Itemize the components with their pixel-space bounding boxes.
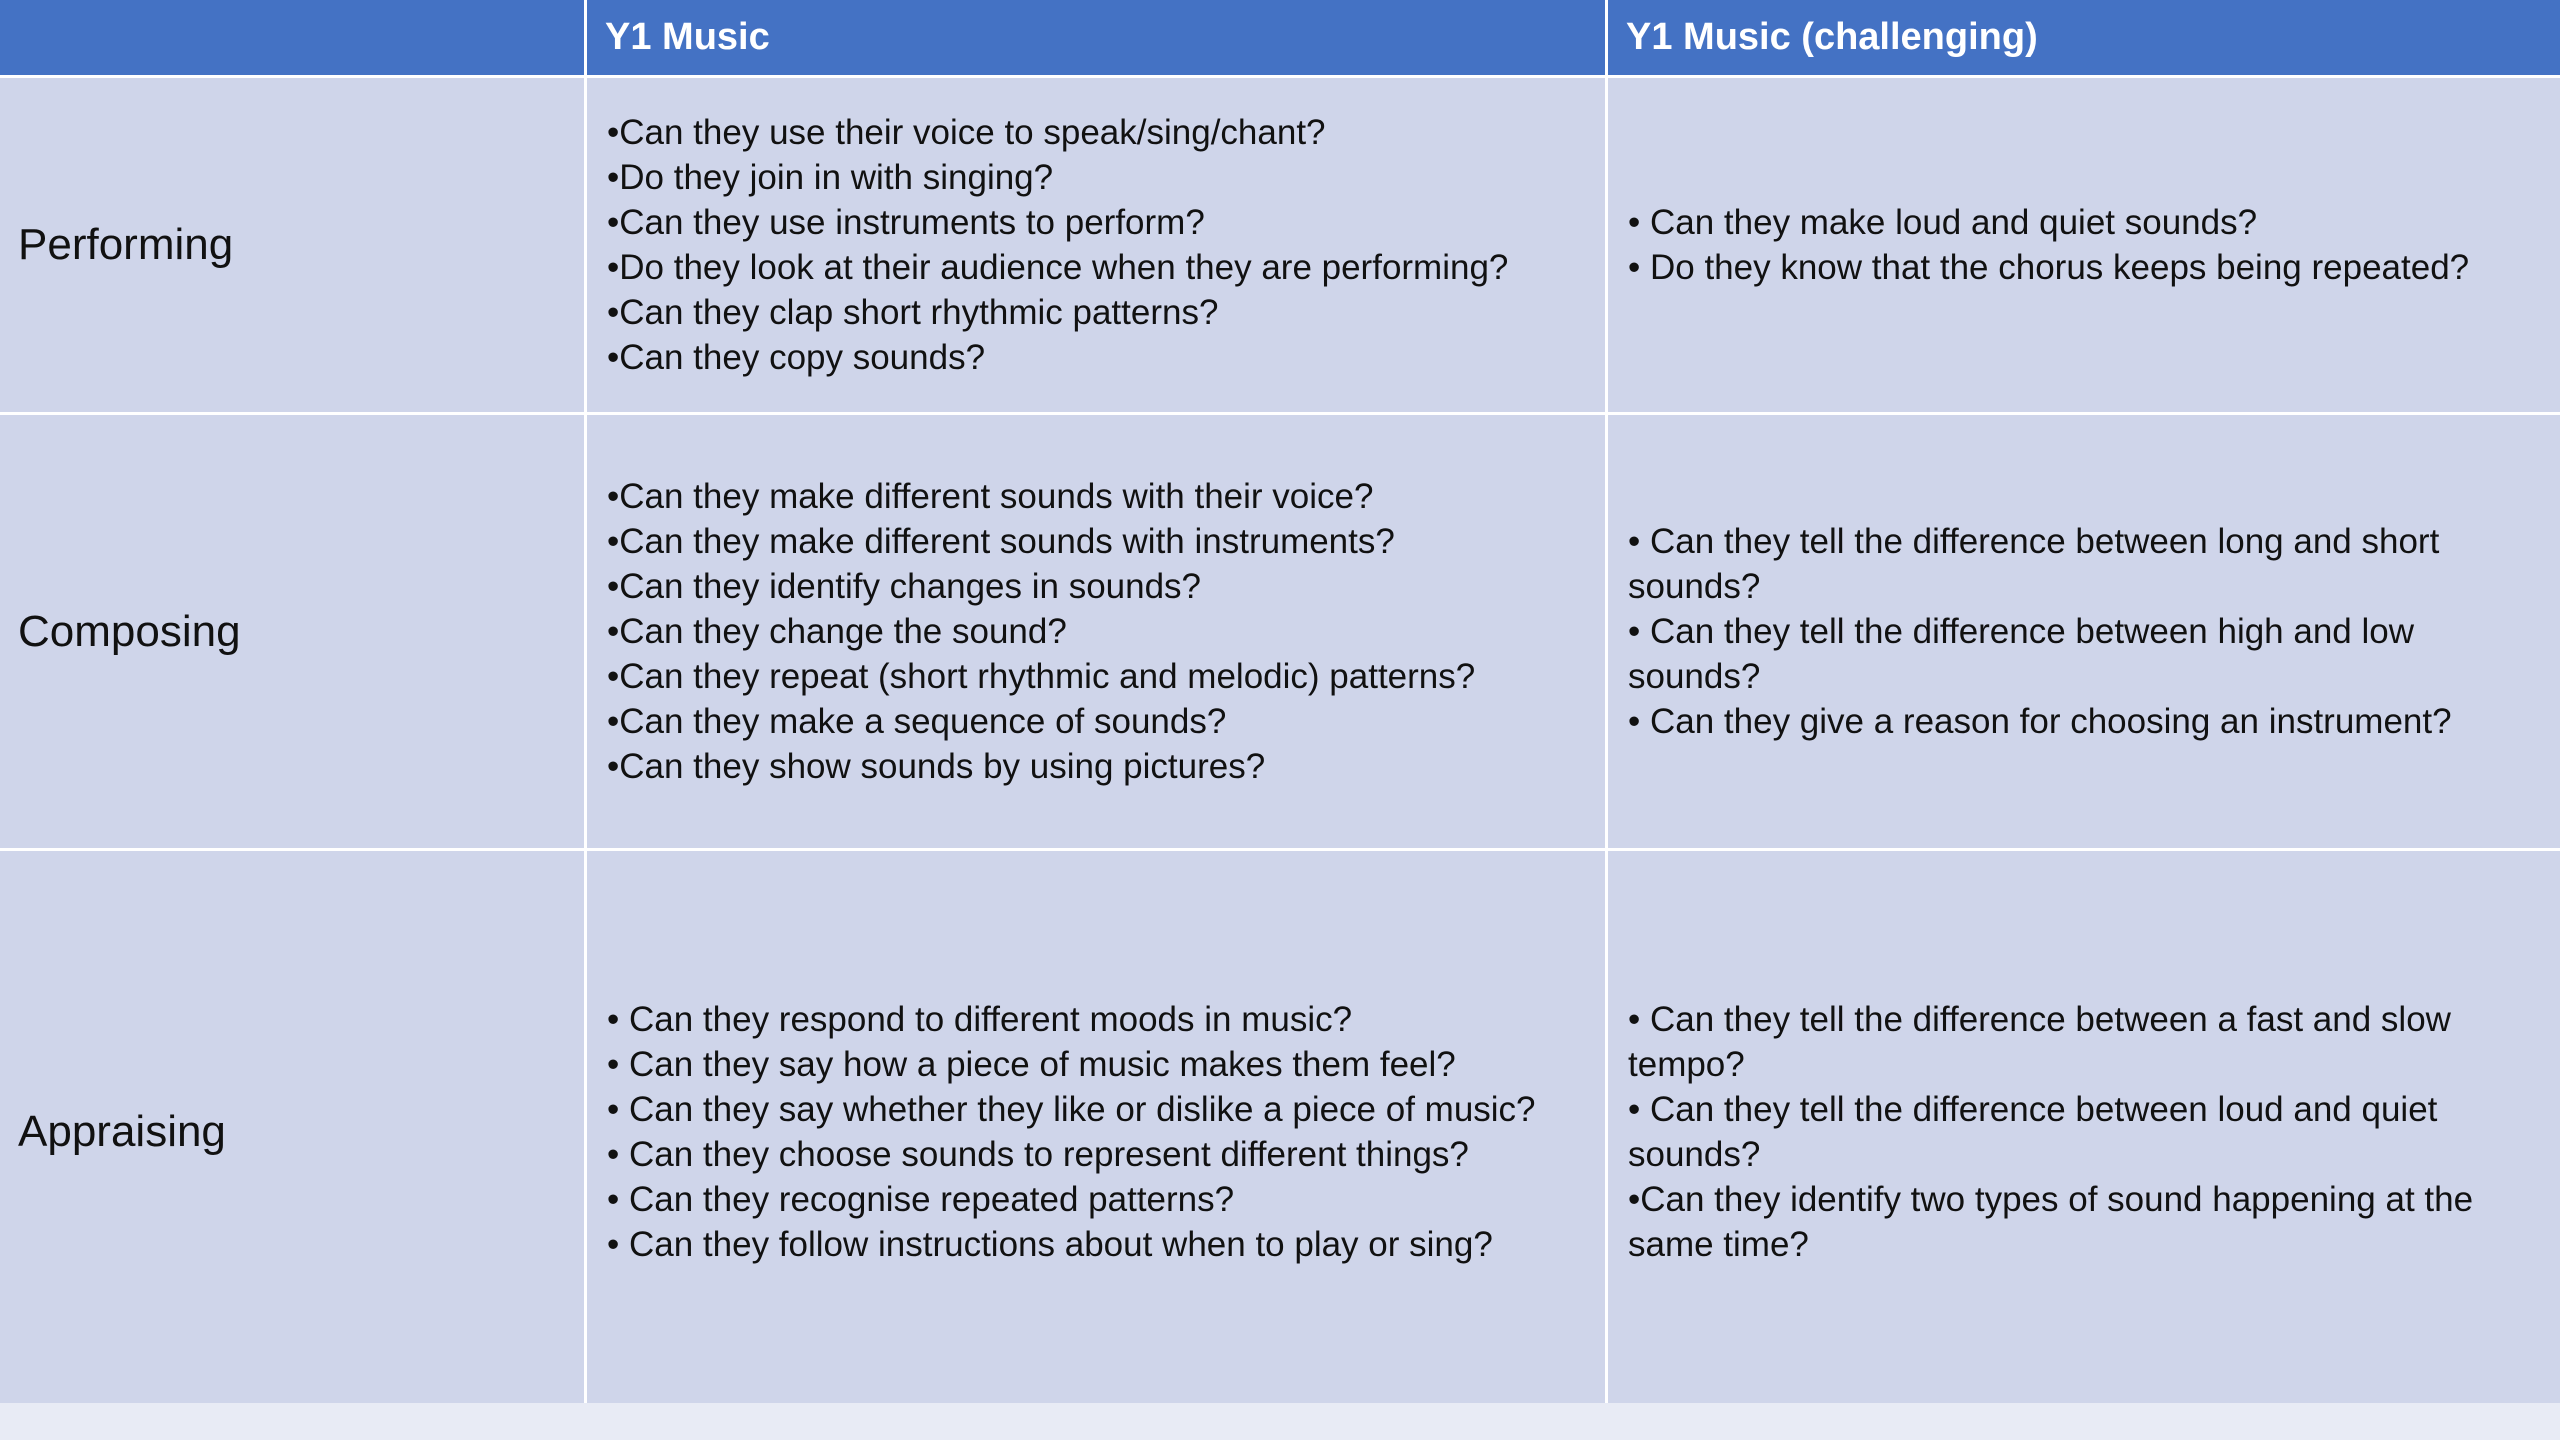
header-cell-empty <box>0 0 584 75</box>
list-item: • Can they choose sounds to represent different things? <box>607 1134 1469 1174</box>
list-item: •Can they make different sounds with instruments? <box>607 522 1395 561</box>
list-item: • Can they recognise repeated patterns? <box>607 1179 1235 1219</box>
header-cell-y1-music: Y1 Music <box>587 0 1605 75</box>
list-item: • Can they say whether they like or dislike a piece of music? <box>607 1089 1536 1129</box>
appraising-music-cell <box>587 851 1605 1412</box>
list-item: •Can they use their voice to speak/sing/chant? <box>607 113 1326 152</box>
list-item: •Can they repeat (short rhythmic and melodic) patterns? <box>607 657 1476 696</box>
list-item: •Can they make different sounds with their voice? <box>607 477 1374 516</box>
list-item: • Can they respond to different moods in music? <box>607 999 1353 1039</box>
list-item: • Can they tell the difference between a fast and slow tempo? <box>1628 999 2451 1084</box>
list-item: • Can they follow instructions about when to play or sing? <box>607 1224 1493 1264</box>
list-item: •Can they make a sequence of sounds? <box>607 702 1227 741</box>
row-label-performing: Performing <box>0 78 584 412</box>
performing-challenging-cell <box>1608 78 2560 412</box>
performing-music-list <box>607 110 1508 380</box>
list-item: •Can they copy sounds? <box>607 338 986 377</box>
appraising-challenging-list <box>1628 997 2548 1267</box>
list-item: • Can they tell the difference between long and short sounds? <box>1628 522 2440 606</box>
performing-challenging-list <box>1628 200 2469 290</box>
list-item: •Do they look at their audience when they are performing? <box>607 248 1509 287</box>
list-item: • Can they give a reason for choosing an instrument? <box>1628 702 2452 741</box>
row-label-composing: Composing <box>0 415 584 848</box>
performing-music-cell <box>587 78 1605 412</box>
slide-footer-band <box>0 1403 2560 1440</box>
appraising-music-list <box>607 997 1536 1267</box>
list-item: •Can they use instruments to perform? <box>607 203 1205 242</box>
list-item: •Can they clap short rhythmic patterns? <box>607 293 1219 332</box>
list-item: • Can they tell the difference between high and low sounds? <box>1628 612 2415 696</box>
list-item: • Can they tell the difference between loud and quiet sounds? <box>1628 1089 2438 1174</box>
composing-music-cell <box>587 415 1605 848</box>
row-label-appraising: Appraising <box>0 851 584 1412</box>
list-item: •Can they identify two types of sound happening at the same time? <box>1628 1179 2474 1264</box>
appraising-challenging-cell <box>1608 851 2560 1412</box>
list-item: •Can they change the sound? <box>607 612 1067 651</box>
list-item: • Can they make loud and quiet sounds? <box>1628 203 2258 242</box>
list-item: • Do they know that the chorus keeps being repeated? <box>1628 248 2470 287</box>
list-item: • Can they say how a piece of music makes them feel? <box>607 1044 1456 1084</box>
header-cell-y1-music-challenging: Y1 Music (challenging) <box>1608 0 2560 75</box>
list-item: •Can they identify changes in sounds? <box>607 567 1202 606</box>
list-item: •Do they join in with singing? <box>607 158 1054 197</box>
composing-music-list <box>607 474 1475 789</box>
list-item: •Can they show sounds by using pictures? <box>607 747 1266 786</box>
composing-challenging-cell <box>1608 415 2560 848</box>
composing-challenging-list <box>1628 519 2548 744</box>
